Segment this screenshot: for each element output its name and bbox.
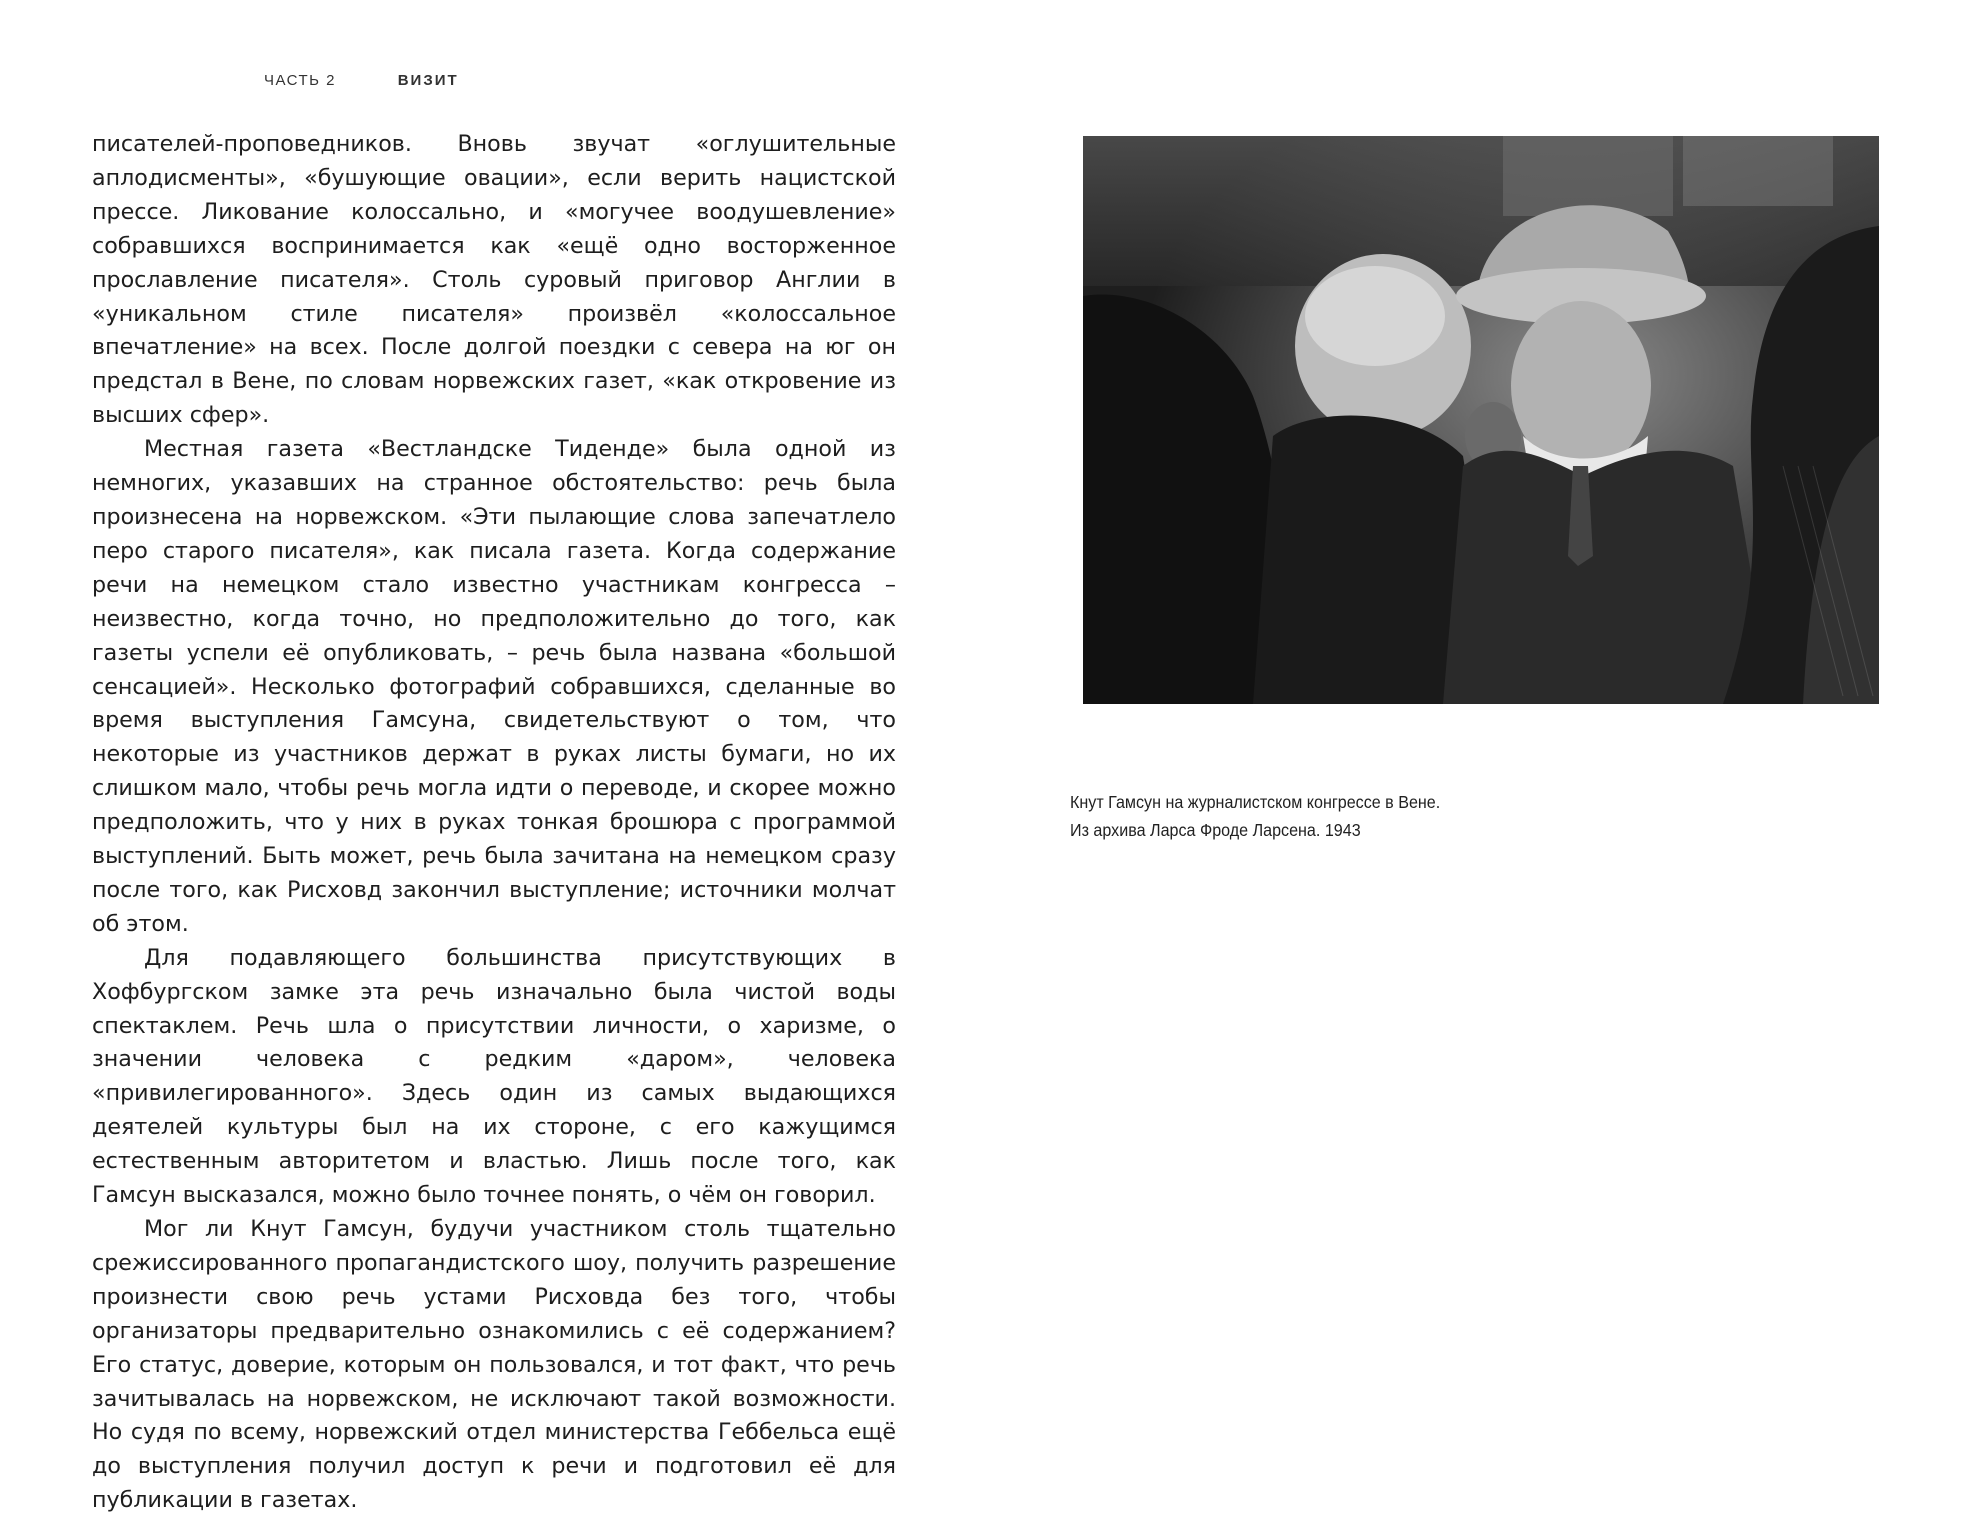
paragraph-1: писателей-проповедников. Вновь звучат «оглушительные аплодисменты», «бушующие овации», если верить нацистской прессе. Ликование колоссально, и «могучее воодушевление» собравшихся воспринимается как «ещё одно восторженное прославление писателя». Столь суровый приговор Англии в «уникальном стиле писателя» произвёл «колоссальное впечатление» на всех. После долгой поездки с севера на юг он предстал в Вене, по словам норвежских газет, «как откровение из высших сфер».: [92, 131, 896, 429]
photo-illustration: [1083, 136, 1879, 704]
archival-photo: [1083, 136, 1879, 704]
caption-line-2: Из архива Ларса Фроде Ларсена. 1943: [1070, 820, 1361, 840]
caption-line-1: Кнут Гамсун на журналистском конгрессе в Вене.: [1070, 792, 1441, 812]
running-head-chapter: ВИЗИТ: [397, 72, 459, 89]
running-head: [264, 72, 459, 89]
left-page-text: [92, 128, 896, 1518]
running-head-part: ЧАСТЬ 2: [264, 72, 337, 89]
photo-caption: [1070, 788, 1622, 844]
paragraph-3: Для подавляющего большинства присутствующих в Хофбургском замке эта речь изначально была чистой воды спектаклем. Речь шла о присутствии личности, о харизме, о значении человека с редким «даром», человека «привилегированного». Здесь один из самых выдающихся деятелей культуры был на их стороне, с его кажущимся естественным авторитетом и властью. Лишь после того, как Гамсун высказался, можно было точнее понять, о чём он говорил.: [92, 944, 896, 1209]
paragraph-2: Местная газета «Вестландске Тиденде» была одной из немногих, указавших на странное обстоятельство: речь была произнесена на норвежском. «Эти пылающие слова запечатлело перо старого писателя», как писала газета. Когда содержание речи на немецком стало известно участникам конгресса – неизвестно, когда точно, но предположительно до того, как газеты успели её опубликовать, – речь была названа «большой сенсацией». Несколько фотографий собравшихся, сделанные во время выступления Гамсуна, свидетельствуют о том, что некоторые из участников держат в руках листы бумаги, но их слишком мало, чтобы речь могла идти о переводе, и скорее можно предположить, что у них в руках тонкая брошюра с программой выступлений. Быть может, речь была зачитана на немецком сразу после того, как Рисховд закончил выступление; источники молчат об этом.: [92, 436, 896, 937]
paragraph-4: Мог ли Кнут Гамсун, будучи участником столь тщательно срежиссированного пропагандистского шоу, получить разрешение произнести свою речь устами Рисховда без того, чтобы организаторы предварительно ознакомились с её содержанием? Его статус, доверие, которым он пользовался, и тот факт, что речь зачитывалась на норвежском, не исключают такой возможности. Но судя по всему, норвежский отдел министерства Геббельса ещё до выступления получил доступ к речи и подготовил её для публикации в газетах.: [92, 1216, 896, 1514]
